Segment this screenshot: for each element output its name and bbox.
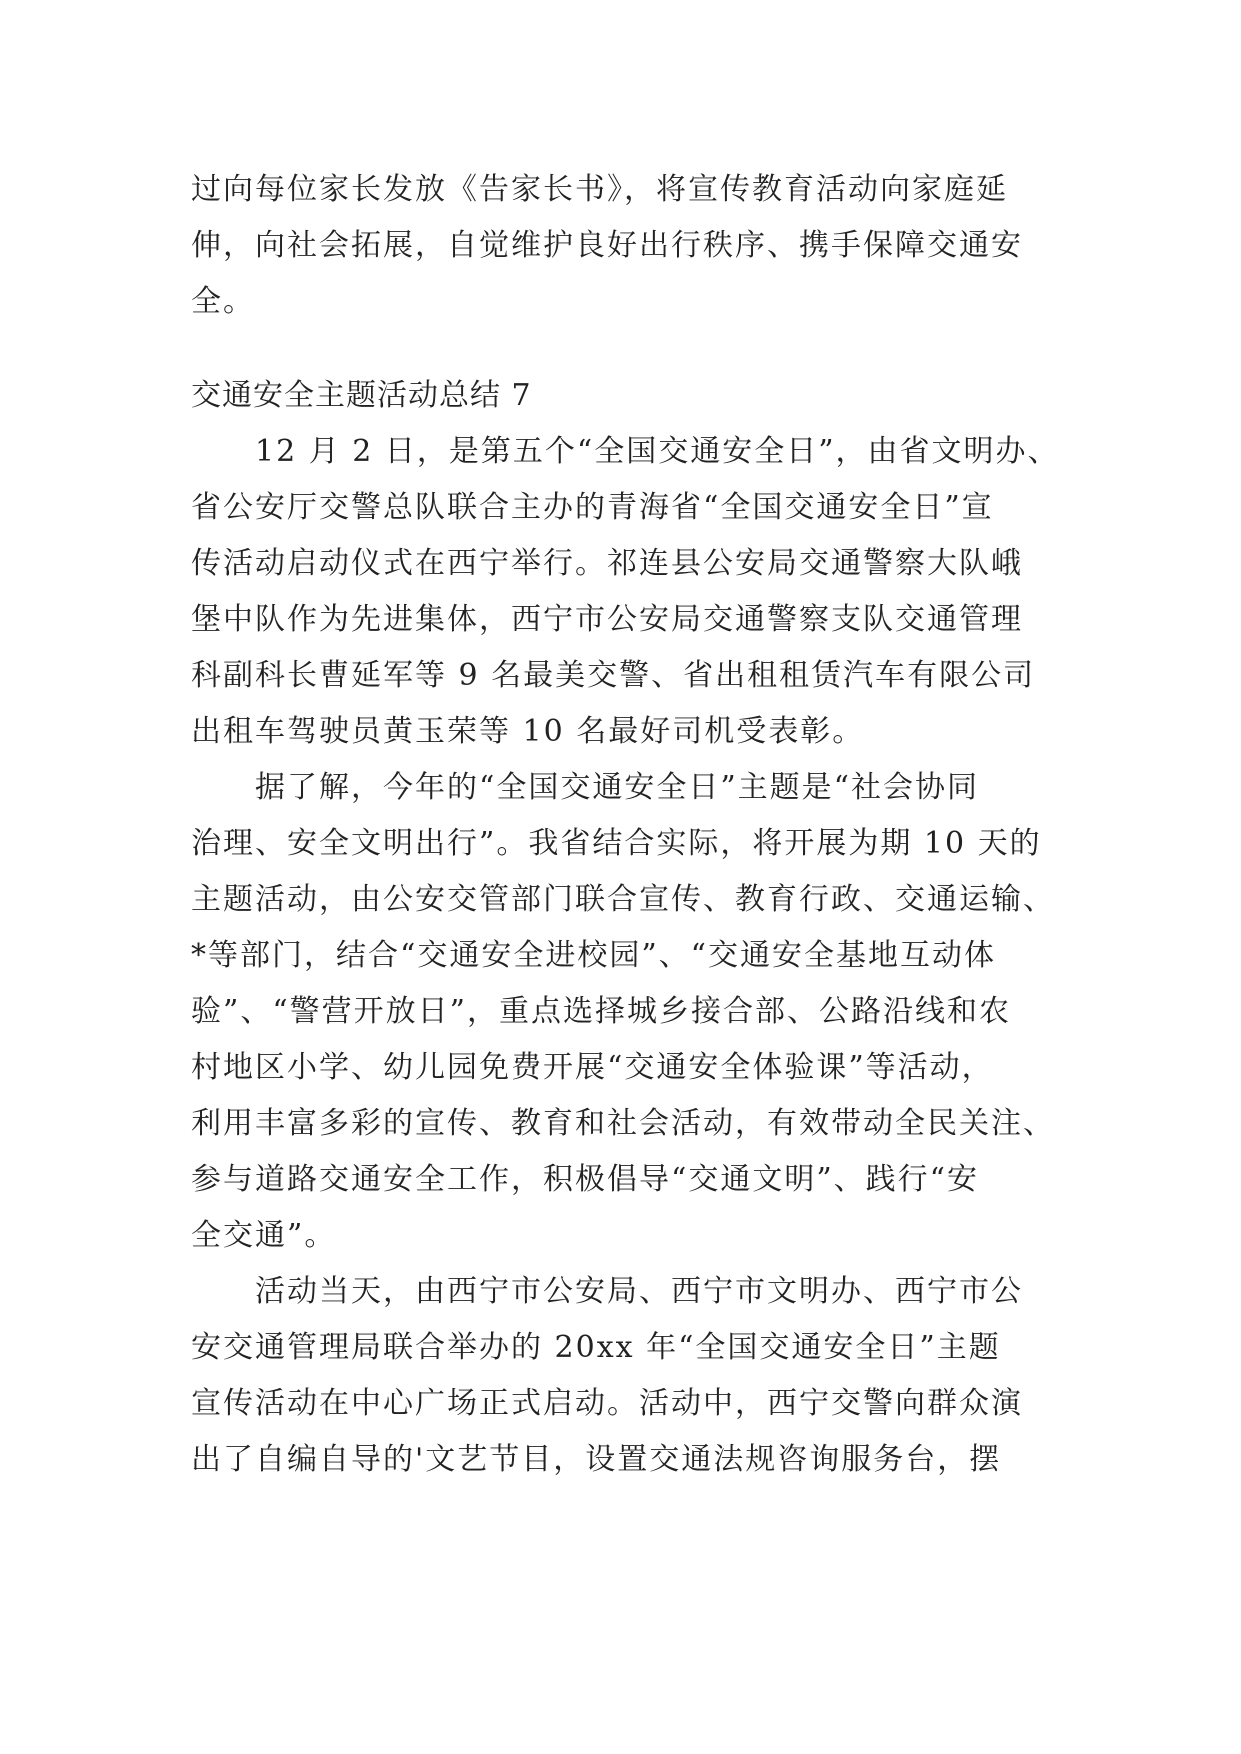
text-line: 传活动启动仪式在西宁举行。祁连县公安局交通警察大队峨	[191, 546, 1023, 581]
text-line: 出了自编自导的'文艺节目，设置交通法规咨询服务台，摆	[191, 1442, 1002, 1477]
text-line: 全。	[191, 284, 255, 319]
text-line: 堡中队作为先进集体，西宁市公安局交通警察支队交通管理	[191, 602, 1023, 637]
text-line: 村地区小学、幼儿园免费开展“交通安全体验课”等活动，	[191, 1050, 994, 1085]
text-line: 12 月 2 日，是第五个“全国交通安全日”，由省文明办、	[255, 434, 1060, 469]
text-line: 出租车驾驶员黄玉荣等 10 名最好司机受表彰。	[191, 714, 865, 749]
paragraph-2	[191, 760, 1071, 1264]
text-line: 省公安厅交警总队联合主办的青海省“全国交通安全日”宣	[191, 490, 994, 525]
text-line: 安交通管理局联合举办的 20xx 年“全国交通安全日”主题	[191, 1330, 1001, 1365]
section-spacer	[191, 330, 1071, 368]
intro-paragraph	[191, 162, 1071, 330]
text-line: 利用丰富多彩的宣传、教育和社会活动，有效带动全民关注、	[191, 1106, 1055, 1141]
paragraph-3	[191, 1264, 1071, 1488]
text-line: 验”、“警营开放日”，重点选择城乡接合部、公路沿线和农	[191, 994, 1012, 1029]
document-body	[191, 162, 1071, 1488]
text-line: 治理、安全文明出行”。我省结合实际，将开展为期 10 天的	[191, 826, 1042, 861]
text-line: 主题活动，由公安交管部门联合宣传、教育行政、交通运输、	[191, 882, 1055, 917]
section-title: 交通安全主题活动总结 7	[191, 378, 532, 413]
text-line: 科副科长曹延军等 9 名最美交警、省出租租赁汽车有限公司	[191, 658, 1036, 693]
text-line: 全交通”。	[191, 1218, 337, 1253]
text-line: 过向每位家长发放《告家长书》，将宣传教育活动向家庭延	[191, 172, 1008, 207]
paragraph-1	[191, 424, 1071, 760]
text-line: *等部门，结合“交通安全进校园”、“交通安全基地互动体	[191, 938, 997, 973]
text-line: 活动当天，由西宁市公安局、西宁市文明办、西宁市公	[255, 1274, 1023, 1309]
text-line: 据了解，今年的“全国交通安全日”主题是“社会协同	[255, 770, 980, 805]
text-line: 伸，向社会拓展，自觉维护良好出行秩序、携手保障交通安	[191, 228, 1023, 263]
text-line: 宣传活动在中心广场正式启动。活动中，西宁交警向群众演	[191, 1386, 1023, 1421]
text-line: 参与道路交通安全工作，积极倡导“交通文明”、践行“安	[191, 1162, 980, 1197]
